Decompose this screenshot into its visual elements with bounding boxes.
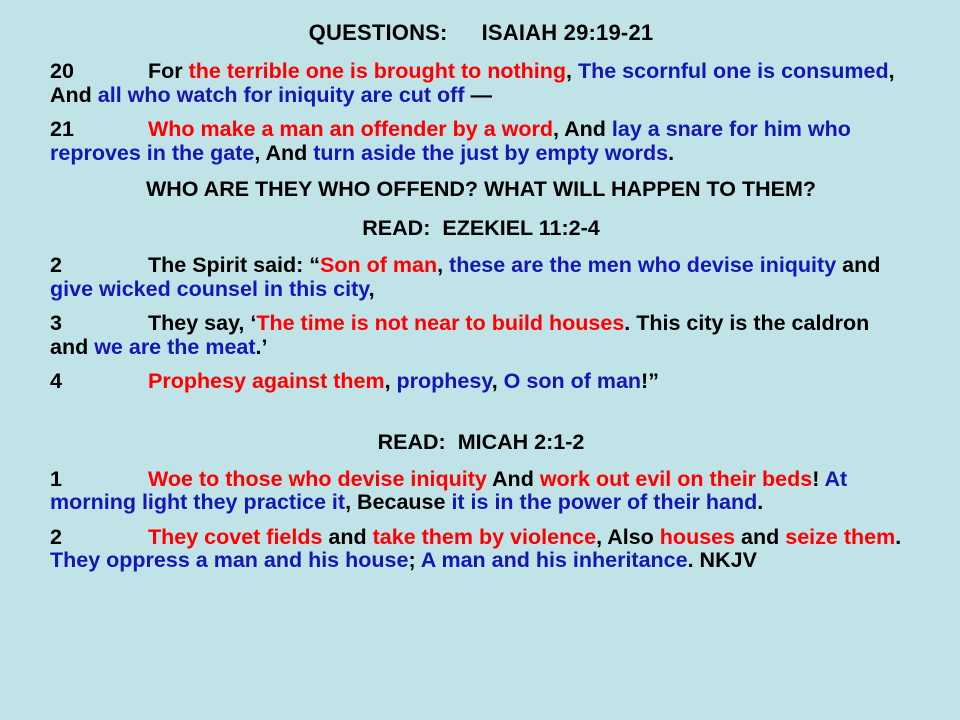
verse-text-segment: They covet fields (148, 524, 323, 549)
verse-text-segment: Son of man (320, 253, 438, 277)
ezekiel-passage (50, 254, 912, 394)
slide (50, 18, 912, 584)
verse-text-segment: The time is not near to build houses (256, 311, 625, 335)
micah-reference: MICAH 2:1-2 (457, 429, 585, 454)
verse-text-segment: and (836, 253, 881, 277)
verse-text-segment: , Also (596, 524, 660, 549)
verse-text-segment: and (322, 524, 373, 549)
verse-text-segment: houses (659, 524, 736, 549)
verse-number: 20 (50, 59, 74, 83)
read-label: READ: (362, 216, 431, 240)
verse-text-segment: .’ (255, 334, 268, 359)
verse (50, 526, 912, 573)
verse-text-segment: , (566, 59, 578, 83)
verse-text-segment: prophesy (396, 369, 492, 393)
verse-text-segment: we are the meat (94, 334, 256, 359)
verse-text-segment: all who watch for iniquity are cut off (97, 82, 465, 107)
verse-text-segment: , (384, 369, 397, 393)
verse-number: 21 (50, 117, 74, 141)
verse (50, 468, 912, 515)
verse-text-segment: . This city is the caldron and (50, 311, 870, 359)
verse-number: 2 (50, 524, 62, 549)
verse-text-segment: O son of man (503, 369, 642, 393)
verse (50, 254, 912, 301)
verse-text-segment: and (735, 524, 786, 549)
ezekiel-reference: EZEKIEL 11:2-4 (442, 216, 600, 240)
micah-heading (50, 429, 912, 456)
title-label: QUESTIONS: (308, 20, 448, 45)
verse-text-segment: . (895, 524, 902, 549)
verse-text-segment: , And (553, 117, 612, 141)
verse-text-segment: work out evil on their beds (539, 466, 813, 491)
verse-text-segment: , Because (345, 490, 452, 514)
verse-number: 4 (50, 369, 62, 393)
verse-text-segment: it is in the power of their hand (451, 490, 758, 514)
verse-number: 3 (50, 311, 62, 335)
verse (50, 312, 912, 359)
verse-text-segment: Woe to those who devise iniquity (148, 466, 487, 491)
title-reference: ISAIAH 29:19-21 (481, 20, 654, 45)
verse-text-segment: the terrible one is brought to nothing (188, 59, 567, 83)
verse-text-segment: ; (408, 548, 421, 572)
verse-text-segment: The Spirit said: “ (148, 253, 321, 277)
verse (50, 60, 912, 107)
verse-text-segment: And (486, 466, 540, 491)
verse-text-segment: . (668, 140, 675, 165)
verse-text-segment: They say, ‘ (148, 311, 257, 335)
ezekiel-heading (50, 215, 912, 242)
verse-text-segment: Who make a man an offender by a word (148, 117, 553, 141)
verse-text-segment: , And (254, 140, 314, 165)
verse-text-segment: lay a snare for him who reproves in the gate (50, 117, 851, 165)
verse-text-segment: , (368, 276, 375, 301)
verse-text-segment: !” (641, 369, 659, 393)
verse-text-segment: . (757, 490, 764, 514)
verse-text-segment: The scornful one is consumed (577, 59, 889, 83)
verse (50, 370, 912, 394)
verse-text-segment: — (464, 82, 492, 107)
micah-passage (50, 468, 912, 573)
discussion-question: WHO ARE THEY WHO OFFEND? WHAT WILL HAPPEN TO THEM? (145, 177, 817, 201)
verse-text-segment: , And (50, 59, 895, 107)
verse-text-segment: They oppress a man and his house (50, 548, 409, 572)
verse-text-segment: take them by violence (372, 524, 597, 549)
read-label: READ: (377, 429, 446, 454)
verse-text-segment: . NKJV (687, 548, 757, 572)
verse-text-segment: give wicked counsel in this city (50, 276, 369, 301)
verse-text-segment: these are the men who devise iniquity (449, 253, 837, 277)
verse-text-segment: A man and his inheritance (420, 548, 688, 572)
verse-number: 1 (50, 466, 62, 491)
verse-text-segment: For (148, 59, 189, 83)
verse-text-segment: turn aside the just by empty words (313, 140, 669, 165)
verse (50, 118, 912, 165)
isaiah-passage (50, 60, 912, 165)
verse-text-segment: , (491, 369, 504, 393)
page-title (50, 18, 912, 48)
verse-text-segment: seize them (785, 524, 896, 549)
verse-text-segment: Prophesy against them (148, 369, 385, 393)
verse-text-segment: , (437, 253, 450, 277)
verse-text-segment: At morning light they practice it (50, 466, 848, 514)
verse-number: 2 (50, 253, 62, 277)
verse-text-segment: ! (812, 466, 825, 491)
